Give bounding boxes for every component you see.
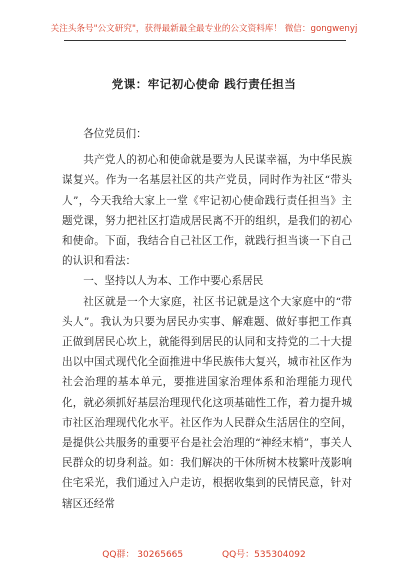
document-body <box>62 124 352 514</box>
footer-contacts <box>0 547 408 560</box>
greeting: 各位党员们： <box>83 128 147 140</box>
footer-qq-group: QQ群： 30265665 <box>102 550 184 560</box>
footer-qq-number: QQ号：535304092 <box>222 550 306 560</box>
paragraph: 社区就是一个大家庭，社区书记就是这个大家庭中的“带头人”。我认为只要为居民办实事、解难题、做好事把工作真正做到居民心坎上，就能得到居民的认同和支持党的二十大提出以中国式现代化全面推进中华民族伟大复兴，城市社区作为社会治理的基本单元，要推进国家治理体系和治理能力现代化，就必须抓好基层治理现代化这项基础性工作，着力提升城市社区治理现代化水平。社区作为人民群众生活居住的空间，是提供公共服务的重要平台是社会治理的“神经末梢”，事关人民群众的切身利益。如：我们解决的干休所树木枝繁叶茂影响住宅采光，我们通过入户走访，根据收集到的民情民意，针对辖区还经常 <box>62 295 352 510</box>
header-divider <box>64 40 346 41</box>
paragraph: 共产党人的初心和使命就是要为人民谋幸福，为中华民族谋复兴。作为一名基层社区的共产党员，同时作为社区“带头人”，今天我给大家上一堂《牢记初心使命践行责任担当》主题党课，努力把社区打造成居民离不开的组织，是我们的初心和使命。下面，我结合自己社区工作，就践行担当谈一下自己的认识和看法： <box>62 154 352 268</box>
section-heading: 一、坚持以人为本、工作中要心系居民 <box>83 275 264 288</box>
document-title: 党课：牢记初心使命 践行责任担当 <box>111 77 297 91</box>
header-banner: 关注头条号"公文研究"，获得最新最全最专业的公文资料库！ 微信：gongwenyj <box>50 24 358 34</box>
